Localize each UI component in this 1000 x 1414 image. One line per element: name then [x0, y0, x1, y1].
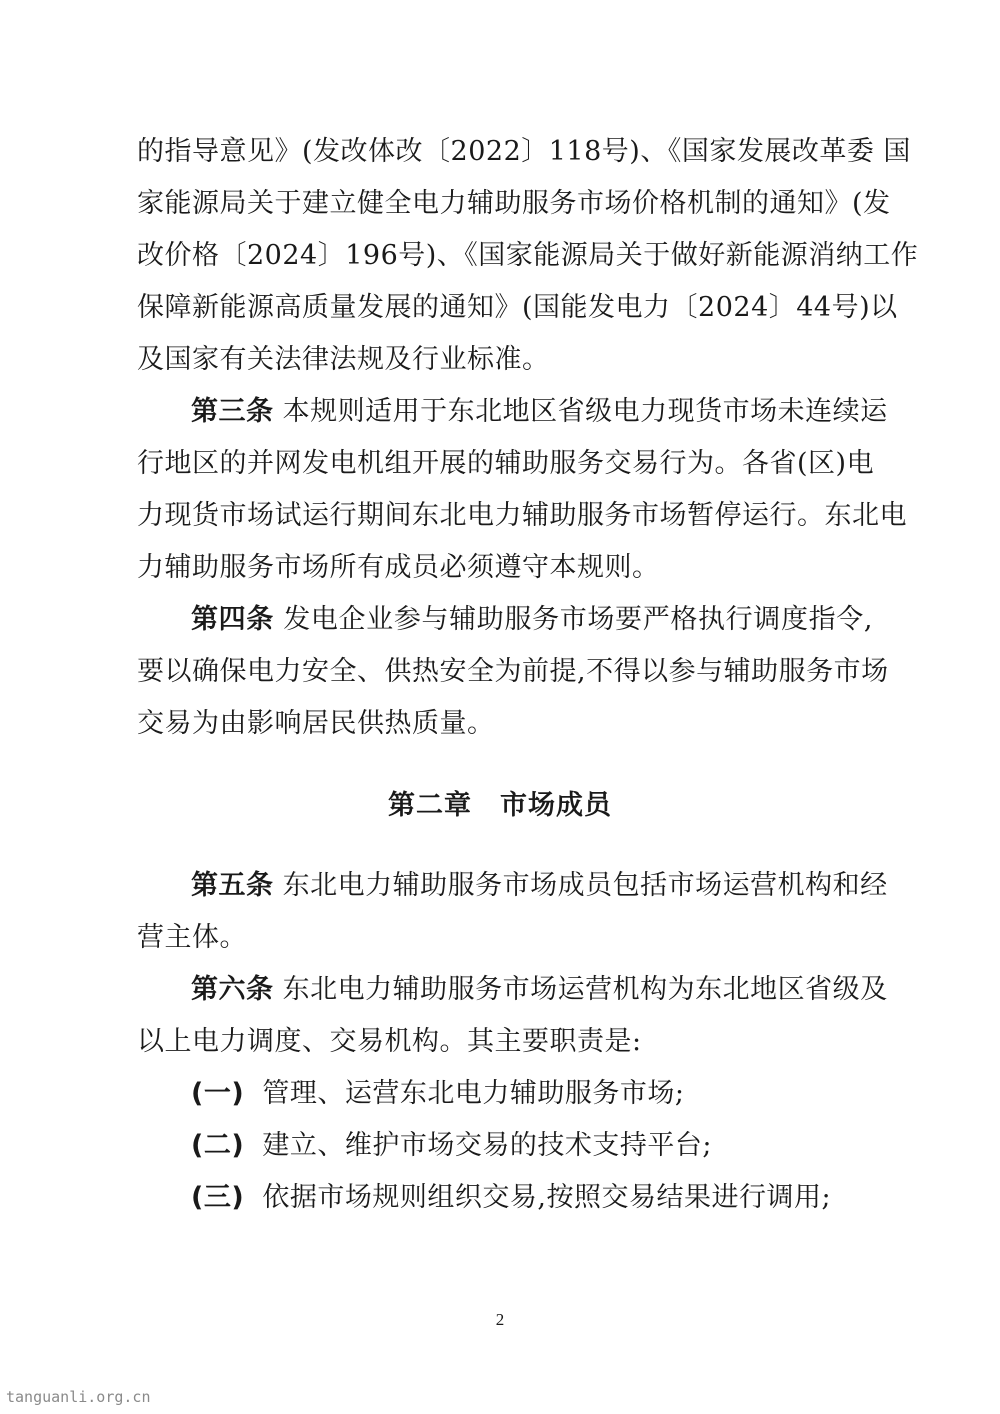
list-item-marker: (二)	[191, 1130, 245, 1161]
article-3-text: 本规则适用于东北地区省级电力现货市场未连续运	[282, 396, 888, 427]
chapter-title: 第二章 市场成员	[388, 790, 612, 821]
paragraph-line: 及国家有关法律法规及行业标准。	[137, 344, 550, 375]
article-6-first-line	[191, 970, 888, 1010]
article-5-first-line	[191, 866, 888, 906]
list-item-text: 管理、运营东北电力辅助服务市场;	[262, 1078, 685, 1109]
list-item-marker: (三)	[191, 1182, 245, 1213]
paragraph-line: 营主体。	[137, 922, 247, 953]
list-item-text: 建立、维护市场交易的技术支持平台;	[262, 1130, 712, 1161]
paragraph-line: 要以确保电力安全、供热安全为前提,不得以参与辅助服务市场	[137, 656, 889, 687]
article-5-label: 第五条	[191, 870, 274, 901]
list-item	[191, 1074, 873, 1114]
page-number: 2	[495, 1310, 505, 1329]
article-3-label: 第三条	[191, 396, 274, 427]
article-4-text: 发电企业参与辅助服务市场要严格执行调度指令,	[283, 604, 874, 635]
watermark-text: tanguanli.org.cn	[6, 1388, 151, 1406]
article-4-label: 第四条	[191, 604, 274, 635]
paragraph-line: 交易为由影响居民供热质量。	[137, 708, 495, 739]
paragraph-line: 以上电力调度、交易机构。其主要职责是:	[137, 1026, 642, 1057]
paragraph-line: 力辅助服务市场所有成员必须遵守本规则。	[137, 552, 660, 583]
paragraph-line: 保障新能源高质量发展的通知》(国能发电力〔2024〕44号)以	[137, 292, 898, 323]
article-5-text: 东北电力辅助服务市场成员包括市场运营机构和经	[282, 870, 888, 901]
list-item-marker: (一)	[191, 1078, 245, 1109]
paragraph-line: 的指导意见》(发改体改〔2022〕118号)、《国家发展改革委 国	[137, 136, 911, 167]
article-4-first-line	[191, 600, 873, 640]
paragraph-line: 行地区的并网发电机组开展的辅助服务交易行为。各省(区)电	[137, 448, 875, 479]
list-item	[191, 1126, 873, 1166]
paragraph-line: 力现货市场试运行期间东北电力辅助服务市场暂停运行。东北电	[137, 500, 907, 531]
list-item	[191, 1178, 873, 1218]
article-6-text: 东北电力辅助服务市场运营机构为东北地区省级及	[282, 974, 888, 1005]
paragraph-line: 家能源局关于建立健全电力辅助服务市场价格机制的通知》(发	[137, 188, 891, 219]
paragraph-line: 改价格〔2024〕196号)、《国家能源局关于做好新能源消纳工作	[137, 240, 919, 271]
article-3-first-line	[191, 392, 888, 432]
article-6-label: 第六条	[191, 974, 274, 1005]
list-item-text: 依据市场规则组织交易,按照交易结果进行调用;	[262, 1182, 832, 1213]
